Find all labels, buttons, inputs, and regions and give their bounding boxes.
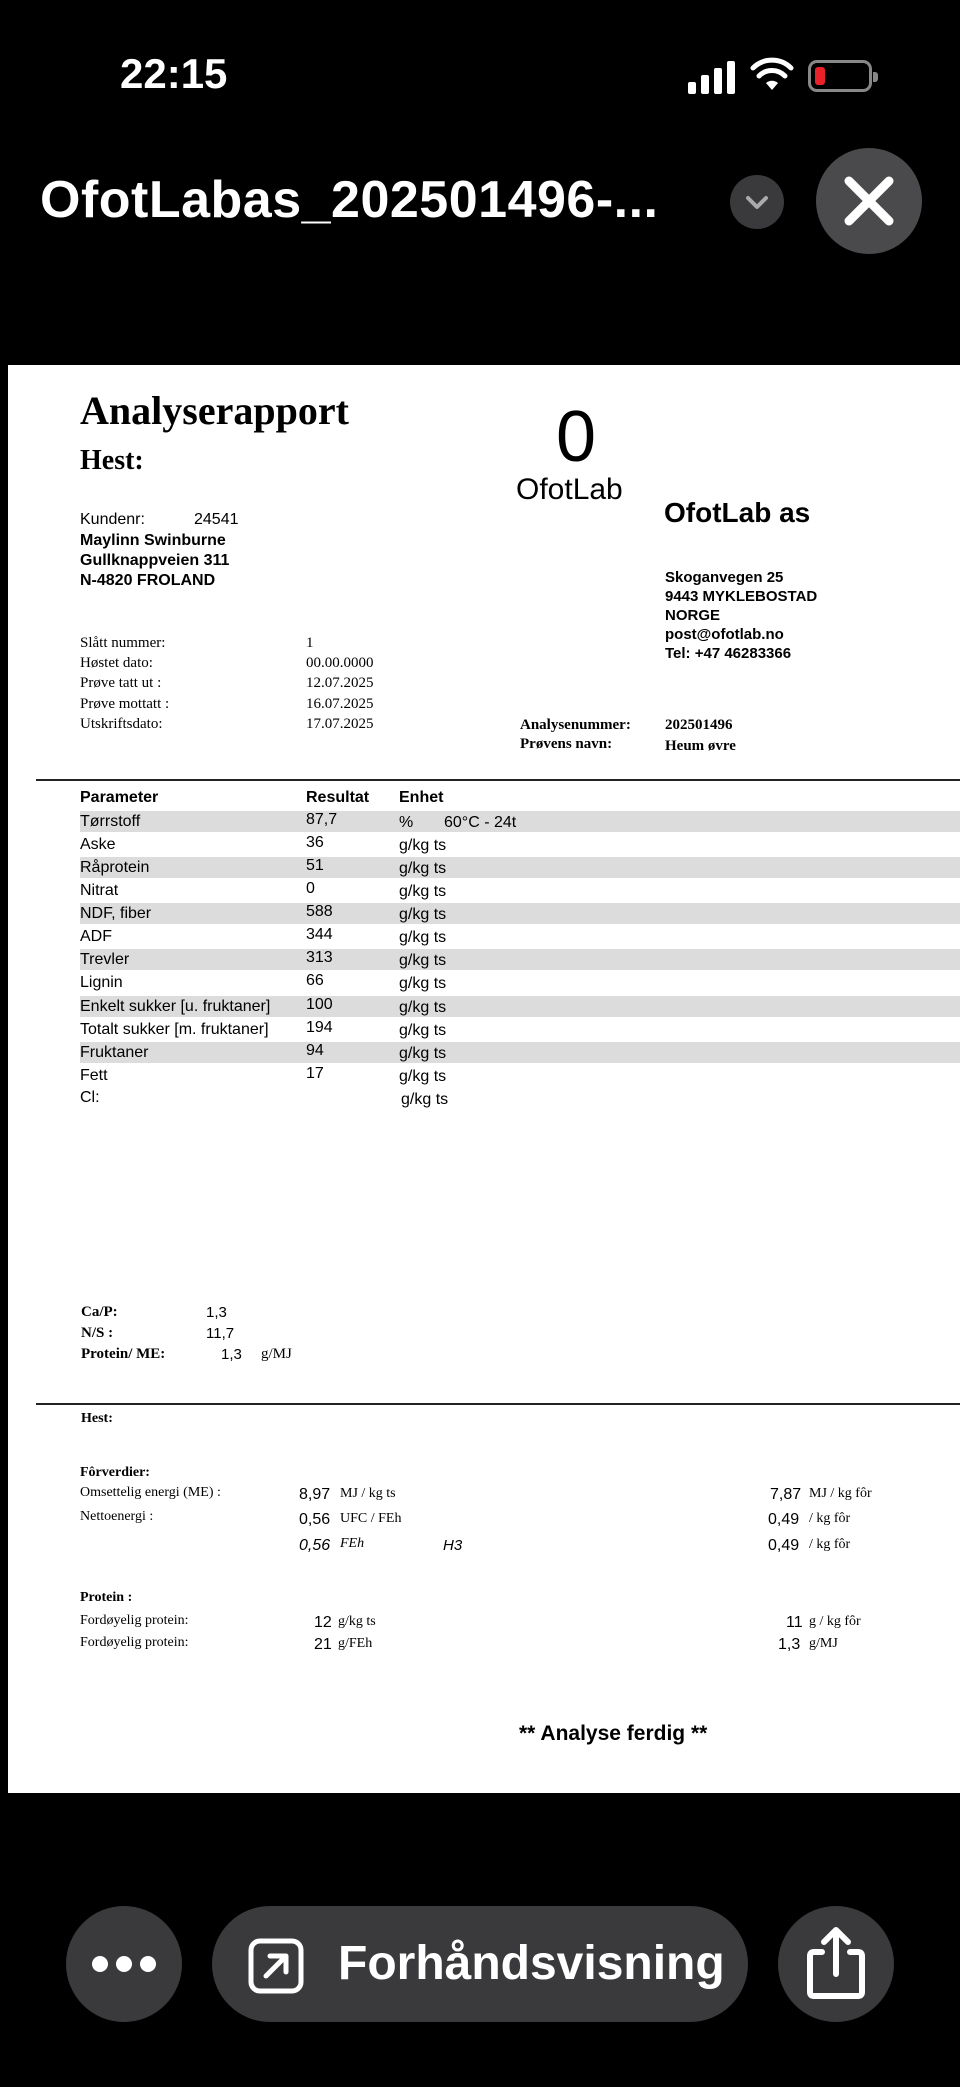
digestible-protein-label: Fordøyelig protein: xyxy=(80,1613,189,1628)
table-cell-param: Enkelt sukker [u. fruktaner] xyxy=(80,998,271,1015)
table-cell-param: Cl: xyxy=(80,1089,100,1106)
wifi-icon xyxy=(750,56,794,92)
chevron-down-icon xyxy=(730,175,784,229)
ca-p-label: Ca/P: xyxy=(81,1304,118,1320)
ne-unit: UFC / FEh xyxy=(340,1511,402,1526)
battery-icon xyxy=(808,60,872,92)
protein-me-label: Protein/ ME: xyxy=(81,1346,166,1362)
more-button[interactable] xyxy=(66,1906,182,2022)
digestible-protein-unit: g/FEh xyxy=(338,1636,373,1651)
meta-label: Slått nummer: xyxy=(80,635,166,651)
logo-glyph: 0 xyxy=(556,397,597,477)
me-value-feed: 7,87 xyxy=(770,1486,802,1503)
close-button[interactable] xyxy=(816,148,922,254)
table-cell-unit: g/kg ts xyxy=(399,1068,447,1085)
close-icon xyxy=(816,148,922,254)
meta-label: Prøve mottatt : xyxy=(80,696,170,712)
table-cell-param: Tørrstoff xyxy=(80,813,141,830)
preview-label: Forhåndsvisning xyxy=(338,1937,725,1990)
meta-value: 17.07.2025 xyxy=(306,716,374,732)
table-cell-param: Totalt sukker [m. fruktaner] xyxy=(80,1021,269,1038)
customer-city: N-4820 FROLAND xyxy=(80,572,216,589)
row-band xyxy=(80,1042,960,1063)
table-cell-unit: g/kg ts xyxy=(399,975,447,992)
lab-street: Skoganvegen 25 xyxy=(665,569,784,586)
ne-value-feed: 0,49 xyxy=(768,1511,800,1528)
table-cell-param: Fruktaner xyxy=(80,1044,149,1061)
meta-label: Utskriftsdato: xyxy=(80,716,163,732)
me-unit-feed: MJ / kg fôr xyxy=(809,1486,872,1501)
feh-unit: FEh xyxy=(340,1536,365,1551)
ofotlab-logo xyxy=(516,397,644,506)
more-icon xyxy=(66,1906,182,2022)
table-cell-result: 36 xyxy=(306,834,324,851)
lab-city: 9443 MYKLEBOSTAD xyxy=(665,588,818,605)
customer-street: Gullknappveien 311 xyxy=(80,552,230,569)
analysis-number: 202501496 xyxy=(665,717,733,733)
report-title: Analyserapport xyxy=(80,388,349,433)
divider xyxy=(36,1403,960,1405)
share-icon xyxy=(778,1906,894,2022)
table-cell-result: 51 xyxy=(306,857,324,874)
meta-value: 1 xyxy=(306,635,314,651)
feh-code: H3 xyxy=(443,1537,463,1554)
status-time: 22:15 xyxy=(120,50,228,97)
digestible-protein-label: Fordøyelig protein: xyxy=(80,1635,189,1650)
table-cell-param: Fett xyxy=(80,1067,108,1084)
table-cell-result: 194 xyxy=(306,1019,333,1036)
feh-value: 0,56 xyxy=(299,1537,331,1554)
meta-value: 16.07.2025 xyxy=(306,696,374,712)
table-cell-param: ADF xyxy=(80,928,112,945)
preview-button[interactable] xyxy=(212,1906,748,2022)
meta-label: Høstet dato: xyxy=(80,655,153,671)
sample-name: Heum øvre xyxy=(665,738,736,754)
n-s-value: 11,7 xyxy=(206,1325,235,1342)
open-external-icon xyxy=(248,1938,304,1994)
digestible-protein-unit: g/kg ts xyxy=(338,1614,376,1629)
feh-value-feed: 0,49 xyxy=(768,1537,800,1554)
meta-value: 00.00.0000 xyxy=(306,655,374,671)
table-cell-param: Aske xyxy=(80,836,116,853)
row-band xyxy=(80,811,960,832)
table-cell-unit: g/kg ts xyxy=(399,929,447,946)
table-cell-unit: g/kg ts xyxy=(399,837,447,854)
table-cell-result: 344 xyxy=(306,926,333,943)
feed-values-title: Fôrverdier: xyxy=(80,1465,150,1480)
table-cell-param: Nitrat xyxy=(80,882,119,899)
table-cell-note: 60°C - 24t xyxy=(444,814,517,831)
ne-unit-feed: / kg fôr xyxy=(809,1511,851,1526)
table-cell-unit: g/kg ts xyxy=(399,860,447,877)
table-cell-param: NDF, fiber xyxy=(80,905,152,922)
logo-text: OfotLab xyxy=(516,473,623,506)
lab-name: OfotLab as xyxy=(664,497,811,528)
analysis-complete: ** Analyse ferdig ** xyxy=(519,1722,708,1745)
digestible-protein-value-me: 1,3 xyxy=(778,1636,801,1653)
row-band xyxy=(80,903,960,924)
table-cell-result: 588 xyxy=(306,903,333,920)
table-cell-result: 94 xyxy=(306,1042,324,1059)
table-cell-result: 313 xyxy=(306,949,333,966)
feh-unit-feed: / kg fôr xyxy=(809,1537,851,1552)
document-title: OfotLabas_202501496-... xyxy=(40,171,659,229)
table-cell-unit: g/kg ts xyxy=(399,952,447,969)
meta-value: 12.07.2025 xyxy=(306,675,374,691)
protein-me-value: 1,3 xyxy=(221,1346,242,1363)
me-label: Omsettelig energi (ME) : xyxy=(80,1485,221,1500)
row-band xyxy=(80,857,960,878)
table-cell-result: 66 xyxy=(306,972,324,989)
table-cell-unit: g/kg ts xyxy=(399,883,447,900)
lab-phone: Tel: +47 46283366 xyxy=(665,645,792,662)
table-cell-unit: g/kg ts xyxy=(399,906,447,923)
protein-title: Protein : xyxy=(80,1590,133,1605)
report-subtitle: Hest: xyxy=(80,445,144,476)
table-cell-param: Råprotein xyxy=(80,859,150,876)
table-cell-param: Trevler xyxy=(80,951,130,968)
me-value: 8,97 xyxy=(299,1486,331,1503)
digestible-protein-value-feed: 11 xyxy=(786,1614,803,1631)
row-band xyxy=(80,949,960,970)
table-header-result: Resultat xyxy=(306,789,370,806)
n-s-label: N/S : xyxy=(81,1325,114,1341)
sample-name-label: Prøvens navn: xyxy=(520,736,613,752)
document-page xyxy=(8,365,960,1793)
table-cell-result: 0 xyxy=(306,880,315,897)
ne-value: 0,56 xyxy=(299,1511,331,1528)
title-menu-button[interactable] xyxy=(730,175,784,229)
digestible-protein-value: 12 xyxy=(314,1614,332,1631)
digestible-protein-unit-me: g/MJ xyxy=(809,1636,838,1651)
table-header-unit: Enhet xyxy=(399,789,444,806)
ne-label: Nettoenergi : xyxy=(80,1509,154,1524)
table-cell-result: 17 xyxy=(306,1065,324,1082)
table-cell-unit: g/kg ts xyxy=(399,1045,447,1062)
cellular-signal-icon xyxy=(688,58,736,94)
analysis-number-label: Analysenummer: xyxy=(520,717,631,733)
section2-title: Hest: xyxy=(81,1411,113,1426)
customer-number-label: Kundenr: xyxy=(80,511,145,528)
table-cell-result: 100 xyxy=(306,996,333,1013)
lab-email: post@ofotlab.no xyxy=(665,626,784,643)
table-cell-unit: g/kg ts xyxy=(399,1022,447,1039)
table-cell-unit: g/kg ts xyxy=(401,1091,449,1108)
protein-me-unit: g/MJ xyxy=(261,1346,292,1362)
table-cell-unit: % xyxy=(399,814,414,831)
table-cell-param: Lignin xyxy=(80,974,123,991)
table-cell-unit: g/kg ts xyxy=(399,999,447,1016)
digestible-protein-unit-feed: g / kg fôr xyxy=(809,1614,861,1629)
table-header-parameter: Parameter xyxy=(80,789,159,806)
meta-label: Prøve tatt ut : xyxy=(80,675,162,691)
ca-p-value: 1,3 xyxy=(206,1304,227,1321)
customer-number: 24541 xyxy=(194,511,239,528)
customer-name: Maylinn Swinburne xyxy=(80,532,226,549)
digestible-protein-value: 21 xyxy=(314,1636,332,1653)
share-button[interactable] xyxy=(778,1906,894,2022)
lab-country: NORGE xyxy=(665,607,721,624)
table-cell-result: 87,7 xyxy=(306,811,338,828)
divider xyxy=(36,779,960,781)
me-unit: MJ / kg ts xyxy=(340,1486,396,1501)
